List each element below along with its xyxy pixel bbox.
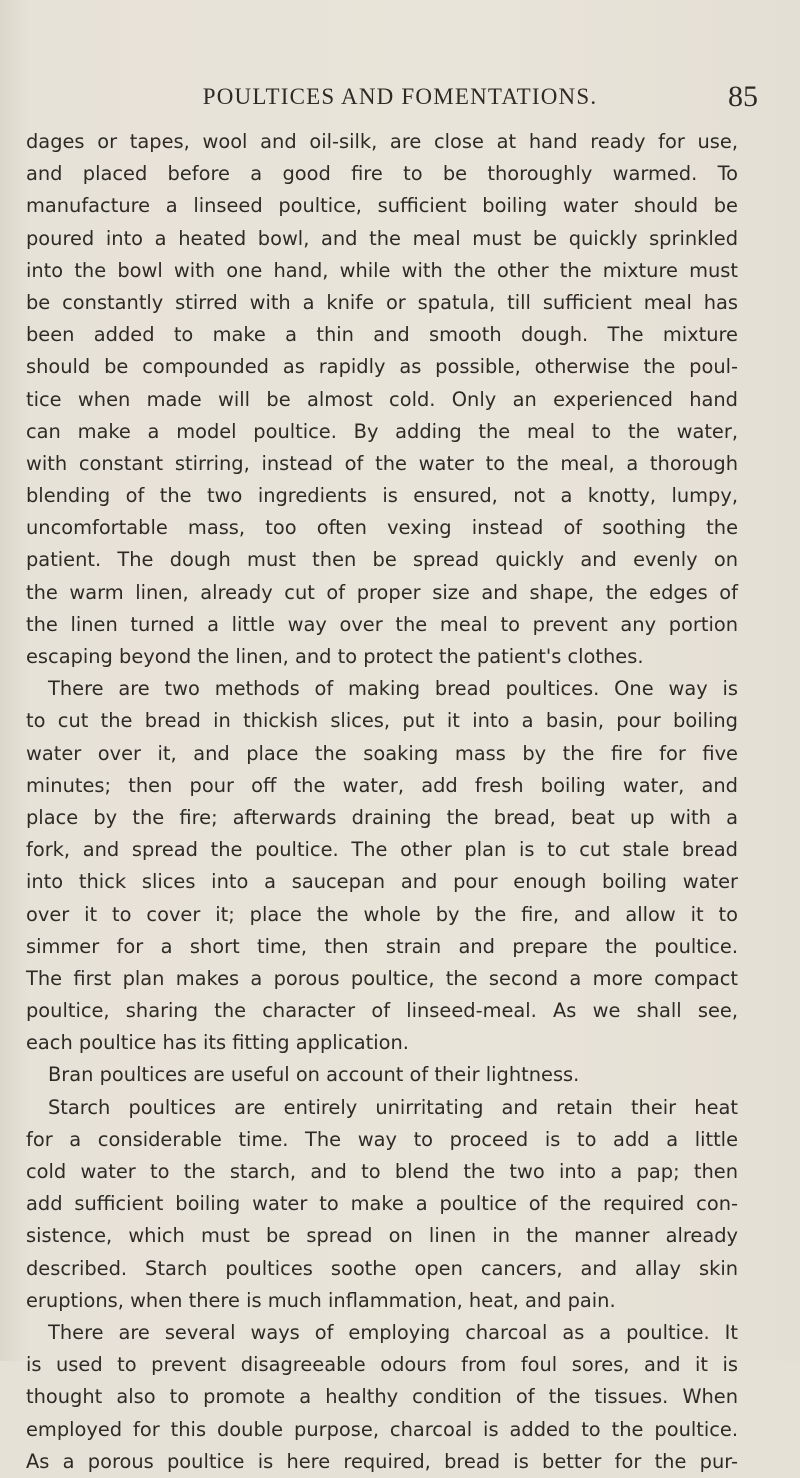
text-line: patient. The dough must then be spread quickly and evenly on (26, 548, 738, 572)
text-line: thought also to promote a healthy condition of the tissues. When (26, 1385, 738, 1409)
text-line: cold water to the starch, and to blend the two into a pap; then (26, 1160, 738, 1183)
paragraph-start-line: There are several ways of employing charcoal as a poultice. It (48, 1320, 738, 1344)
paragraph-end-line: each poultice has its fitting application. (26, 1031, 409, 1055)
text-line: for a considerable time. The way to proceed is to add a little (26, 1127, 738, 1151)
page-number: 85 (728, 80, 758, 113)
text-line: with constant stirring, instead of the water to the meal, a thorough (26, 451, 738, 475)
text-line: poured into a heated bowl, and the meal must be quickly sprinkled (26, 226, 738, 250)
text-line: water over it, and place the soaking mass by the fire for five (26, 741, 738, 765)
paragraph-start-line: Starch poultices are entirely unirritating and retain their heat (48, 1095, 738, 1119)
text-line: tice when made will be almost cold. Only an experienced hand (26, 387, 738, 411)
text-line: should be compounded as rapidly as possible, otherwise the poul- (26, 355, 738, 379)
text-line: be constantly stirred with a knife or spatula, till sufficient meal has (26, 290, 738, 314)
paragraph-end-line: escaping beyond the linen, and to protect the patient's clothes. (26, 645, 644, 668)
paragraph-line: Bran poultices are useful on account of their lightness. (48, 1063, 580, 1087)
text-line: can make a model poultice. By adding the meal to the water, (26, 419, 738, 443)
text-line: employed for this double purpose, charcoal is added to the poultice. (26, 1417, 738, 1441)
text-line: simmer for a short time, then strain and prepare the poultice. (26, 934, 738, 958)
text-line: manufacture a linseed poultice, sufficient boiling water should be (26, 194, 738, 218)
body-text (26, 126, 738, 1478)
text-line: into the bowl with one hand, while with the other the mixture must (26, 258, 738, 282)
text-line: described. Starch poultices soothe open cancers, and allay skin (26, 1256, 738, 1280)
text-line: dages or tapes, wool and oil-silk, are close at hand ready for use, (26, 130, 738, 153)
text-line: is used to prevent disagreeable odours from foul sores, and it is (26, 1353, 738, 1377)
text-line: The first plan makes a porous poultice, the second a more compact (26, 966, 738, 990)
text-line: poultice, sharing the character of linseed-meal. As we shall see, (26, 999, 738, 1023)
text-line: minutes; then pour off the water, add fresh boiling water, and (26, 773, 738, 797)
text-line: uncomfortable mass, too often vexing instead of soothing the (26, 516, 738, 540)
paragraph-end-line: eruptions, when there is much inflammation, heat, and pain. (26, 1288, 616, 1312)
text-line: place by the fire; afterwards draining the bread, beat up with a (26, 805, 738, 829)
text-line: to cut the bread in thickish slices, put it into a basin, pour boiling (26, 709, 738, 733)
text-line: the linen turned a little way over the meal to prevent any portion (26, 612, 738, 636)
text-line: add sufficient boiling water to make a poultice of the required con- (26, 1192, 738, 1216)
text-line: blending of the two ingredients is ensured, not a knotty, lumpy, (26, 484, 738, 508)
page-header (30, 80, 770, 124)
running-title: POULTICES AND FOMENTATIONS. (202, 84, 598, 109)
text-line: over it to cover it; place the whole by the fire, and allow it to (26, 902, 738, 926)
text-line: into thick slices into a saucepan and pour enough boiling water (26, 870, 738, 894)
text-line: sistence, which must be spread on linen in the manner already (26, 1224, 738, 1248)
paragraph-start-line: There are two methods of making bread poultices. One way is (48, 677, 738, 701)
text-line: and placed before a good fire to be thoroughly warmed. To (26, 162, 738, 186)
text-line: been added to make a thin and smooth dough. The mixture (26, 323, 738, 347)
text-line: As a porous poultice is here required, bread is better for the pur- (26, 1449, 738, 1473)
text-line: the warm linen, already cut of proper size and shape, the edges of (26, 580, 738, 604)
text-line: fork, and spread the poultice. The other plan is to cut stale bread (26, 838, 738, 862)
